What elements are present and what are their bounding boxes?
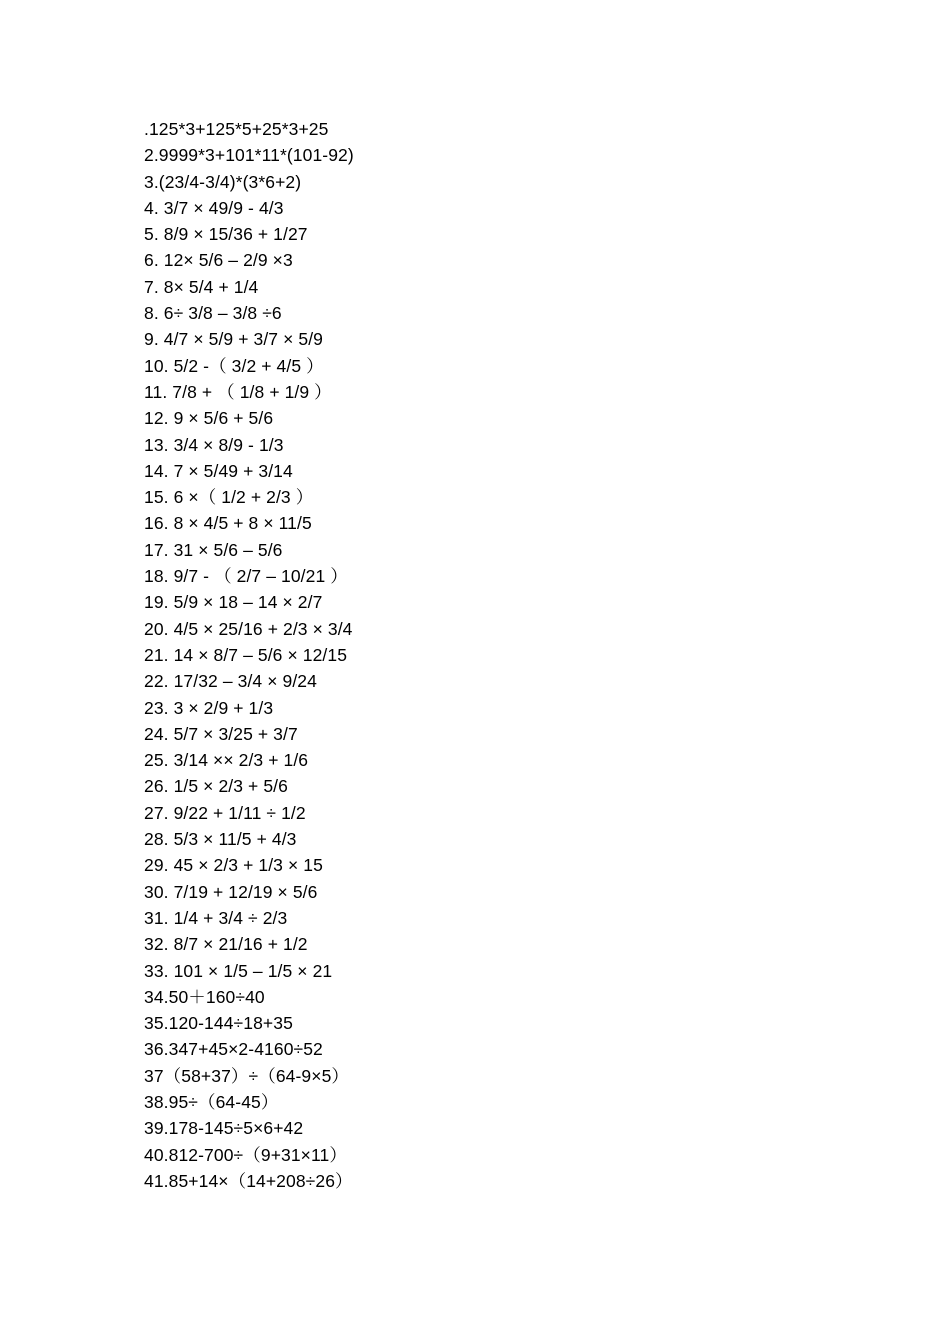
problem-line: 27. 9/22 + 1/11 ÷ 1/2 xyxy=(144,802,306,823)
problem-line: 37（58+37）÷（64-9×5） xyxy=(144,1065,349,1086)
problem-line: .125*3+125*5+25*3+25 xyxy=(144,119,329,139)
problem-line: 39.178-145÷5×6+42 xyxy=(144,1118,304,1139)
problem-line: 34.50＋160÷40 xyxy=(144,986,265,1007)
problem-line: 19. 5/9 × 18 – 14 × 2/7 xyxy=(144,592,323,613)
problem-line: 26. 1/5 × 2/3 + 5/6 xyxy=(144,776,288,797)
problem-line: 16. 8 × 4/5 + 8 × 11/5 xyxy=(144,513,312,534)
problem-line: 6. 12× 5/6 – 2/9 ×3 xyxy=(144,250,293,271)
problem-line: 24. 5/7 × 3/25 + 3/7 xyxy=(144,723,298,744)
problem-line: 17. 31 × 5/6 – 5/6 xyxy=(144,539,283,560)
problem-line: 40.812-700÷（9+31×11） xyxy=(144,1144,347,1165)
problem-line: 36.347+45×2-4160÷52 xyxy=(144,1039,323,1060)
problem-line: 32. 8/7 × 21/16 + 1/2 xyxy=(144,934,308,955)
problem-line: 7. 8× 5/4 + 1/4 xyxy=(144,276,259,297)
problem-line: 25. 3/14 ×× 2/3 + 1/6 xyxy=(144,750,309,771)
problem-line: 14. 7 × 5/49 + 3/14 xyxy=(144,460,293,481)
problem-line: 8. 6÷ 3/8 – 3/8 ÷6 xyxy=(144,303,282,324)
problem-line: 23. 3 × 2/9 + 1/3 xyxy=(144,697,274,718)
problem-line: 29. 45 × 2/3 + 1/3 × 15 xyxy=(144,855,323,876)
problem-line: 10. 5/2 -（ 3/2 + 4/5 ） xyxy=(144,355,324,376)
problem-line: 22. 17/32 – 3/4 × 9/24 xyxy=(144,671,317,692)
problem-line: 20. 4/5 × 25/16 + 2/3 × 3/4 xyxy=(144,618,353,639)
problem-line: 38.95÷（64-45） xyxy=(144,1091,279,1112)
problem-line: 15. 6 ×（ 1/2 + 2/3 ） xyxy=(144,487,314,508)
problem-line: 33. 101 × 1/5 – 1/5 × 21 xyxy=(144,960,333,981)
problem-line: 9. 4/7 × 5/9 + 3/7 × 5/9 xyxy=(144,329,323,350)
problem-line: 28. 5/3 × 11/5 + 4/3 xyxy=(144,829,297,850)
problem-line: 3.(23/4-3/4)*(3*6+2) xyxy=(144,171,302,192)
problem-line: 13. 3/4 × 8/9 - 1/3 xyxy=(144,434,284,455)
problem-line: 2.9999*3+101*11*(101-92) xyxy=(144,145,354,166)
problem-line: 4. 3/7 × 49/9 - 4/3 xyxy=(144,197,284,218)
problem-line: 35.120-144÷18+35 xyxy=(144,1013,293,1034)
problem-line: 41.85+14×（14+208÷26） xyxy=(144,1170,353,1191)
problem-line: 21. 14 × 8/7 – 5/6 × 12/15 xyxy=(144,644,348,665)
problem-line: 30. 7/19 + 12/19 × 5/6 xyxy=(144,881,318,902)
problem-line: 18. 9/7 - （ 2/7 – 10/21 ） xyxy=(144,566,348,587)
problem-line: 12. 9 × 5/6 + 5/6 xyxy=(144,408,274,429)
problem-line: 11. 7/8 + （ 1/8 + 1/9 ） xyxy=(144,381,332,402)
math-problem-list xyxy=(144,116,354,1194)
problem-line: 31. 1/4 + 3/4 ÷ 2/3 xyxy=(144,907,288,928)
problem-line: 5. 8/9 × 15/36 + 1/27 xyxy=(144,224,308,245)
